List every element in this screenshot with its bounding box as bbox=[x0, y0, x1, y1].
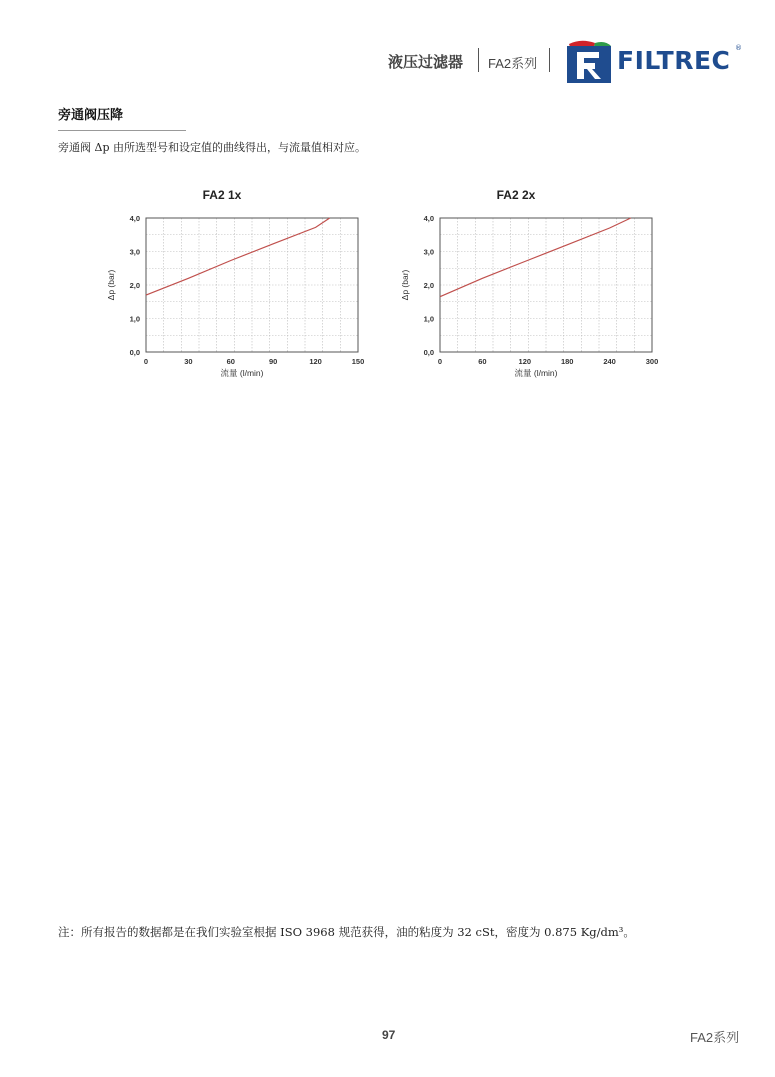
x-tick-label: 240 bbox=[603, 357, 616, 366]
x-tick-label: 120 bbox=[518, 357, 532, 366]
brand-name: FILTREC bbox=[617, 46, 731, 75]
registered-mark: ® bbox=[735, 44, 742, 52]
series-line bbox=[146, 218, 330, 295]
x-tick-label: 90 bbox=[269, 357, 278, 366]
y-axis-label: Δp (bar) bbox=[400, 269, 410, 301]
y-tick-label: 2,0 bbox=[423, 281, 434, 290]
chart-title: FA2 1x bbox=[202, 188, 242, 202]
y-tick-label: 3,0 bbox=[129, 247, 140, 257]
header-series: FA2系列 bbox=[488, 56, 538, 71]
x-tick-label: 180 bbox=[560, 357, 574, 366]
x-tick-label: 60 bbox=[226, 357, 235, 366]
x-tick-label: 0 bbox=[143, 357, 149, 366]
filtrec-logo-icon bbox=[565, 38, 613, 84]
y-tick-label: 4,0 bbox=[129, 214, 140, 223]
chart-fa2-1x bbox=[98, 180, 388, 390]
chart-title: FA2 2x bbox=[496, 188, 536, 202]
y-axis-label: Δp (bar) bbox=[106, 269, 116, 301]
test-note: 注：所有报告的数据都是在我们实验室根据 ISO 3968 规范获得，油的粘度为 32 cSt，密度为 0.875 Kg/dm³。 bbox=[58, 925, 635, 939]
y-tick-label: 0,0 bbox=[129, 348, 140, 357]
y-tick-label: 3,0 bbox=[423, 247, 434, 257]
x-tick-label: 150 bbox=[351, 357, 365, 366]
x-tick-label: 30 bbox=[184, 357, 193, 366]
y-tick-label: 1,0 bbox=[423, 314, 434, 324]
header-category: 液压过滤器 bbox=[388, 53, 464, 71]
y-tick-label: 2,0 bbox=[129, 281, 140, 290]
section-title: 旁通阀压降 bbox=[58, 108, 124, 123]
x-tick-label: 120 bbox=[309, 357, 322, 366]
chart-fa2-2x bbox=[392, 180, 682, 390]
header-divider bbox=[478, 48, 479, 72]
x-axis-label: 流量 (l/min) bbox=[514, 368, 558, 378]
footer-series: FA2系列 bbox=[690, 1030, 740, 1045]
x-axis-label: 流量 (l/min) bbox=[220, 368, 264, 378]
x-tick-label: 0 bbox=[437, 357, 443, 366]
x-tick-label: 300 bbox=[645, 357, 659, 366]
x-tick-label: 60 bbox=[478, 357, 487, 366]
y-tick-label: 1,0 bbox=[129, 314, 140, 324]
section-divider bbox=[58, 130, 186, 131]
y-tick-label: 0,0 bbox=[423, 348, 434, 357]
y-tick-label: 4,0 bbox=[423, 214, 434, 223]
header-divider bbox=[549, 48, 550, 72]
page-number: 97 bbox=[382, 1028, 396, 1042]
section-intro: 旁通阀 Δp 由所选型号和设定值的曲线得出，与流量值相对应。 bbox=[58, 141, 366, 154]
